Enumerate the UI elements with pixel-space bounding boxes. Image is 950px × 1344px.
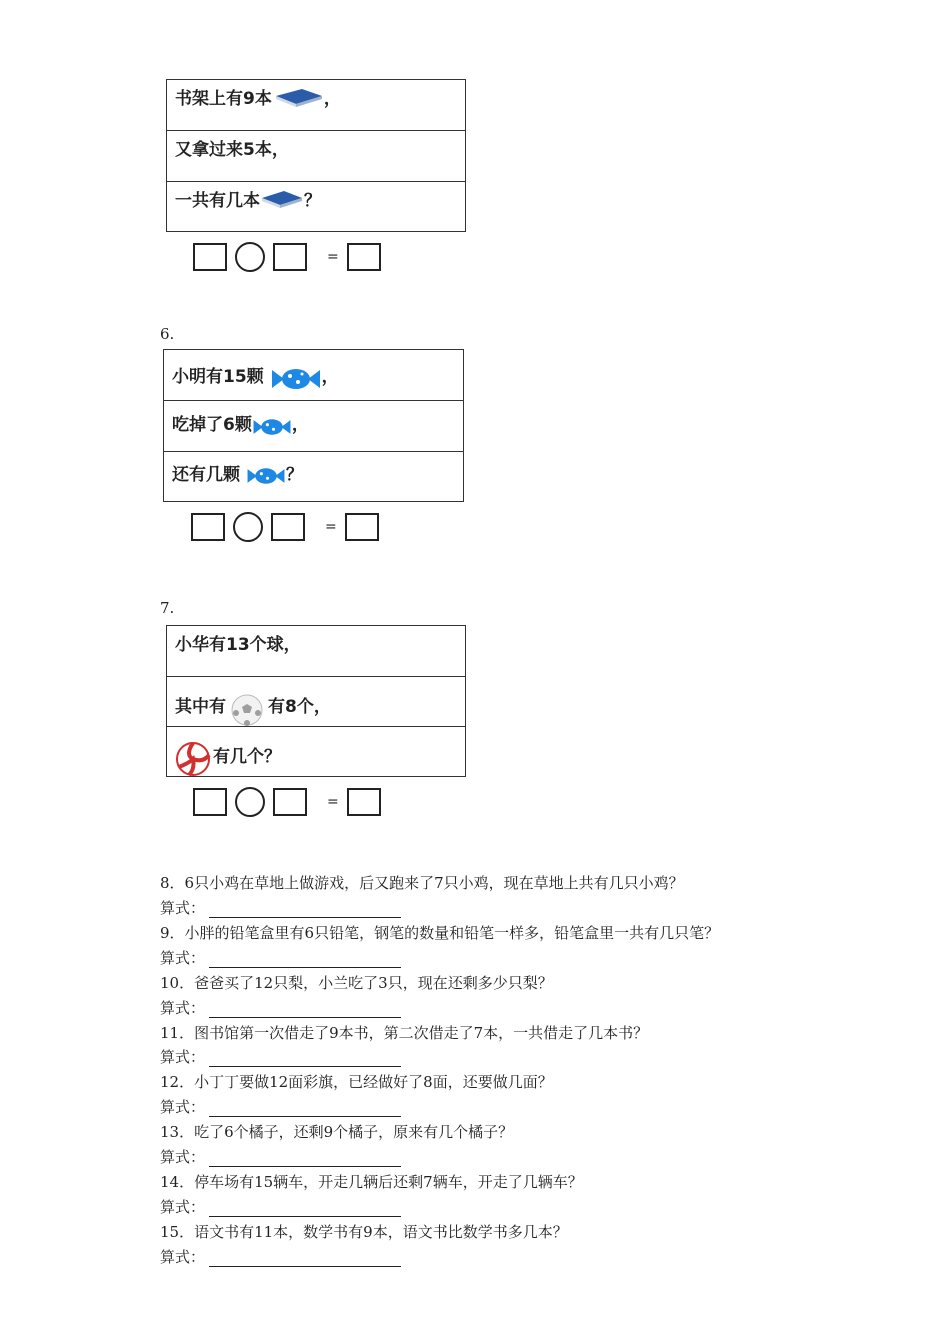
problem-6-text-1: 小明有15颗 — [172, 366, 264, 387]
answer-blank[interactable] — [209, 903, 401, 918]
problem-6-text-2: 吃掉了6颗 — [172, 414, 252, 435]
problem-7-text-1: 小华有13个球， — [175, 635, 301, 655]
problem-6-table — [163, 349, 464, 502]
soccer-ball-icon — [230, 693, 264, 727]
answer-line-15 — [160, 1246, 401, 1267]
problem-7-text-2: 其中有 — [175, 696, 226, 717]
problem-5-equation — [193, 242, 381, 272]
problem-6-row-3 — [164, 452, 463, 502]
candy-icon — [246, 464, 286, 488]
answer-blank[interactable] — [209, 953, 401, 968]
problem-5-table — [166, 79, 466, 232]
question-11: 11．图书馆第一次借走了9本书，第二次借走了7本，一共借走了几本书？ — [160, 1024, 649, 1042]
candy-icon — [270, 364, 322, 394]
answer-line-10 — [160, 997, 401, 1018]
problem-7-table — [166, 625, 466, 777]
problem-5-row-3 — [167, 182, 465, 232]
answer-label: 算式： — [160, 949, 206, 967]
problem-5-text-3: 一共有几本 — [175, 191, 260, 211]
question-13: 13．吃了6个橘子，还剩9个橘子，原来有几个橘子？ — [160, 1123, 514, 1141]
result-box[interactable] — [347, 243, 381, 271]
equals-sign: = — [325, 519, 337, 535]
volleyball-icon — [175, 741, 211, 777]
candy-icon — [252, 415, 292, 439]
answer-box[interactable] — [193, 243, 227, 271]
problem-7-text-3: 有8个， — [268, 696, 331, 717]
answer-label: 算式： — [160, 1098, 206, 1116]
problem-6-equation — [191, 512, 379, 542]
question-8: 8．6只小鸡在草地上做游戏，后又跑来了7只小鸡，现在草地上共有几只小鸡？ — [160, 874, 684, 892]
operator-circle[interactable] — [235, 242, 265, 272]
problem-6-question-mark: ？ — [286, 464, 303, 485]
problem-5-row-1 — [167, 80, 465, 131]
answer-label: 算式： — [160, 999, 206, 1017]
answer-line-13 — [160, 1146, 401, 1167]
problem-5-text-1: 书架上有9本 — [175, 89, 272, 109]
answer-label: 算式： — [160, 1248, 206, 1266]
problem-5-text-2: 又拿过来5本， — [175, 140, 289, 160]
answer-blank[interactable] — [209, 1152, 401, 1167]
answer-blank[interactable] — [209, 1003, 401, 1018]
problem-7-number: 7. — [160, 599, 175, 617]
problem-5-question-mark: ？ — [304, 191, 321, 211]
book-icon — [260, 188, 304, 210]
problem-6-row-1 — [164, 350, 463, 401]
problem-7-row-2 — [167, 677, 465, 727]
problem-7-row-1 — [167, 626, 465, 677]
operator-circle[interactable] — [235, 787, 265, 817]
answer-box[interactable] — [273, 788, 307, 816]
result-box[interactable] — [347, 788, 381, 816]
answer-label: 算式： — [160, 899, 206, 917]
answer-line-9 — [160, 947, 401, 968]
equals-sign: = — [327, 249, 339, 265]
problem-7-text-4: 有几个？ — [213, 746, 281, 767]
problem-6-row-2 — [164, 401, 463, 452]
question-14: 14．停车场有15辆车，开走几辆后还剩7辆车，开走了几辆车？ — [160, 1173, 583, 1191]
answer-line-11 — [160, 1046, 401, 1067]
problem-6-number: 6. — [160, 325, 175, 343]
equals-sign: = — [327, 794, 339, 810]
question-12: 12．小丁丁要做12面彩旗，已经做好了8面，还要做几面？ — [160, 1073, 553, 1091]
answer-box[interactable] — [271, 513, 305, 541]
answer-line-14 — [160, 1196, 401, 1217]
result-box[interactable] — [345, 513, 379, 541]
problem-7-row-3 — [167, 727, 465, 778]
problem-5-row-2 — [167, 131, 465, 182]
answer-box[interactable] — [193, 788, 227, 816]
answer-label: 算式： — [160, 1048, 206, 1066]
problem-6-comma-2: ， — [291, 414, 309, 435]
question-15: 15．语文书有11本，数学书有9本，语文书比数学书多几本？ — [160, 1223, 568, 1241]
problem-7-equation — [193, 787, 381, 817]
book-icon — [272, 86, 324, 108]
answer-blank[interactable] — [209, 1052, 401, 1067]
problem-6-comma-1: ， — [321, 366, 339, 387]
problem-6-text-3: 还有几颗 — [172, 464, 240, 485]
answer-label: 算式： — [160, 1148, 206, 1166]
question-9: 9．小胖的铅笔盒里有6只铅笔，钢笔的数量和铅笔一样多，铅笔盒里一共有几只笔？ — [160, 924, 720, 942]
question-10: 10．爸爸买了12只梨，小兰吃了3只，现在还剩多少只梨？ — [160, 974, 553, 992]
operator-circle[interactable] — [233, 512, 263, 542]
answer-line-12 — [160, 1096, 401, 1117]
answer-blank[interactable] — [209, 1252, 401, 1267]
problem-5-comma-1: ， — [323, 89, 341, 109]
answer-blank[interactable] — [209, 1202, 401, 1217]
answer-blank[interactable] — [209, 1102, 401, 1117]
answer-label: 算式： — [160, 1198, 206, 1216]
answer-box[interactable] — [191, 513, 225, 541]
answer-line-8 — [160, 897, 401, 918]
answer-box[interactable] — [273, 243, 307, 271]
